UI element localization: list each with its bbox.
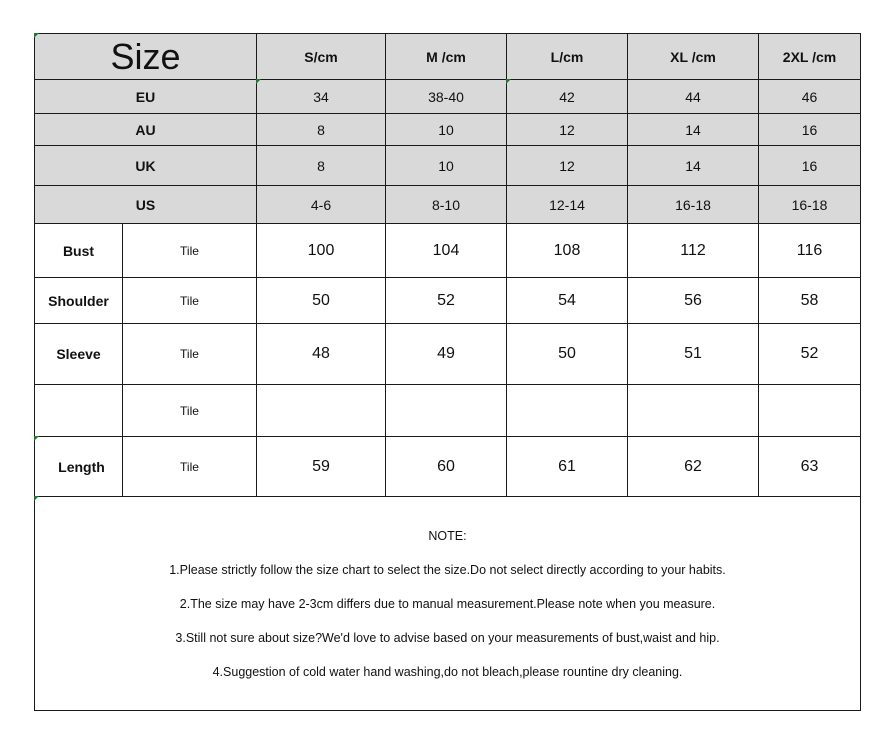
region-value: 46 — [759, 80, 861, 114]
size-table — [34, 33, 861, 711]
region-label: US — [35, 186, 257, 224]
region-row-us — [35, 186, 861, 224]
measurement-value: 48 — [257, 324, 386, 385]
region-value: 10 — [386, 114, 507, 146]
measurement-value — [386, 385, 507, 437]
measurement-value: 108 — [507, 224, 628, 278]
measurement-value: 112 — [628, 224, 759, 278]
size-header-m: M /cm — [386, 34, 507, 80]
measurement-value: 54 — [507, 278, 628, 324]
region-value: 16-18 — [628, 186, 759, 224]
note-item: 1.Please strictly follow the size chart to select the size.Do not select directly according to your habits. — [169, 563, 726, 577]
region-label: UK — [35, 146, 257, 186]
measurement-value: 63 — [759, 437, 861, 497]
region-row-eu — [35, 80, 861, 114]
region-label: AU — [35, 114, 257, 146]
cell-corner-marker — [34, 496, 39, 501]
size-header-xl: XL /cm — [628, 34, 759, 80]
measurement-value: 100 — [257, 224, 386, 278]
measurement-label: Sleeve — [35, 324, 123, 385]
note-item: 3.Still not sure about size?We'd love to advise based on your measurements of bust,waist and hip. — [175, 631, 720, 645]
size-header-l: L/cm — [507, 34, 628, 80]
region-value: 12 — [507, 114, 628, 146]
measurement-value: 104 — [386, 224, 507, 278]
measurement-label: Shoulder — [35, 278, 123, 324]
region-value: 34 — [257, 80, 386, 114]
region-value: 16 — [759, 114, 861, 146]
size-header-2xl: 2XL /cm — [759, 34, 861, 80]
region-value: 14 — [628, 146, 759, 186]
cell-corner-marker — [34, 436, 39, 441]
measurement-value: 62 — [628, 437, 759, 497]
measurement-type: Tile — [123, 324, 257, 385]
region-value: 16-18 — [759, 186, 861, 224]
measurement-value — [628, 385, 759, 437]
region-label: EU — [35, 80, 257, 114]
note-item: 2.The size may have 2-3cm differs due to manual measurement.Please note when you measure. — [179, 597, 716, 611]
measurement-value: 60 — [386, 437, 507, 497]
size-chart — [34, 33, 860, 711]
region-value: 4-6 — [257, 186, 386, 224]
region-value: 42 — [507, 80, 628, 114]
measurement-type: Tile — [123, 224, 257, 278]
size-header-s: S/cm — [257, 34, 386, 80]
region-value: 12 — [507, 146, 628, 186]
measurement-value: 50 — [257, 278, 386, 324]
region-value: 44 — [628, 80, 759, 114]
measurement-type: Tile — [123, 437, 257, 497]
measurement-value: 50 — [507, 324, 628, 385]
measurement-value: 61 — [507, 437, 628, 497]
region-value: 12-14 — [507, 186, 628, 224]
measurement-row-shoulder — [35, 278, 861, 324]
region-value: 10 — [386, 146, 507, 186]
measurement-label — [35, 385, 123, 437]
notes-content — [35, 497, 860, 697]
measurement-type: Tile — [123, 385, 257, 437]
notes-row — [35, 497, 861, 711]
region-value: 8 — [257, 114, 386, 146]
measurement-value — [257, 385, 386, 437]
measurement-value: 56 — [628, 278, 759, 324]
region-value: 8 — [257, 146, 386, 186]
measurement-row-length — [35, 437, 861, 497]
measurement-row-bust — [35, 224, 861, 278]
region-value: 14 — [628, 114, 759, 146]
notes-heading: NOTE: — [428, 529, 467, 543]
measurement-row-sleeve — [35, 324, 861, 385]
measurement-value: 49 — [386, 324, 507, 385]
measurement-value: 52 — [759, 324, 861, 385]
cell-corner-marker — [34, 33, 39, 38]
measurement-value — [759, 385, 861, 437]
note-item: 4.Suggestion of cold water hand washing,do not bleach,please rountine dry cleaning. — [212, 665, 683, 679]
region-value: 8-10 — [386, 186, 507, 224]
measurement-type: Tile — [123, 278, 257, 324]
region-value: 38-40 — [386, 80, 507, 114]
size-title: Size — [35, 34, 257, 80]
notes-section — [35, 497, 861, 711]
measurement-value: 59 — [257, 437, 386, 497]
region-row-au — [35, 114, 861, 146]
measurement-row-blank — [35, 385, 861, 437]
region-row-uk — [35, 146, 861, 186]
cell-corner-marker — [256, 79, 261, 84]
header-row — [35, 34, 861, 80]
measurement-label: Length — [35, 437, 123, 497]
measurement-value: 116 — [759, 224, 861, 278]
measurement-value — [507, 385, 628, 437]
measurement-value: 51 — [628, 324, 759, 385]
region-value: 16 — [759, 146, 861, 186]
cell-corner-marker — [506, 79, 511, 84]
measurement-value: 52 — [386, 278, 507, 324]
measurement-value: 58 — [759, 278, 861, 324]
measurement-label: Bust — [35, 224, 123, 278]
